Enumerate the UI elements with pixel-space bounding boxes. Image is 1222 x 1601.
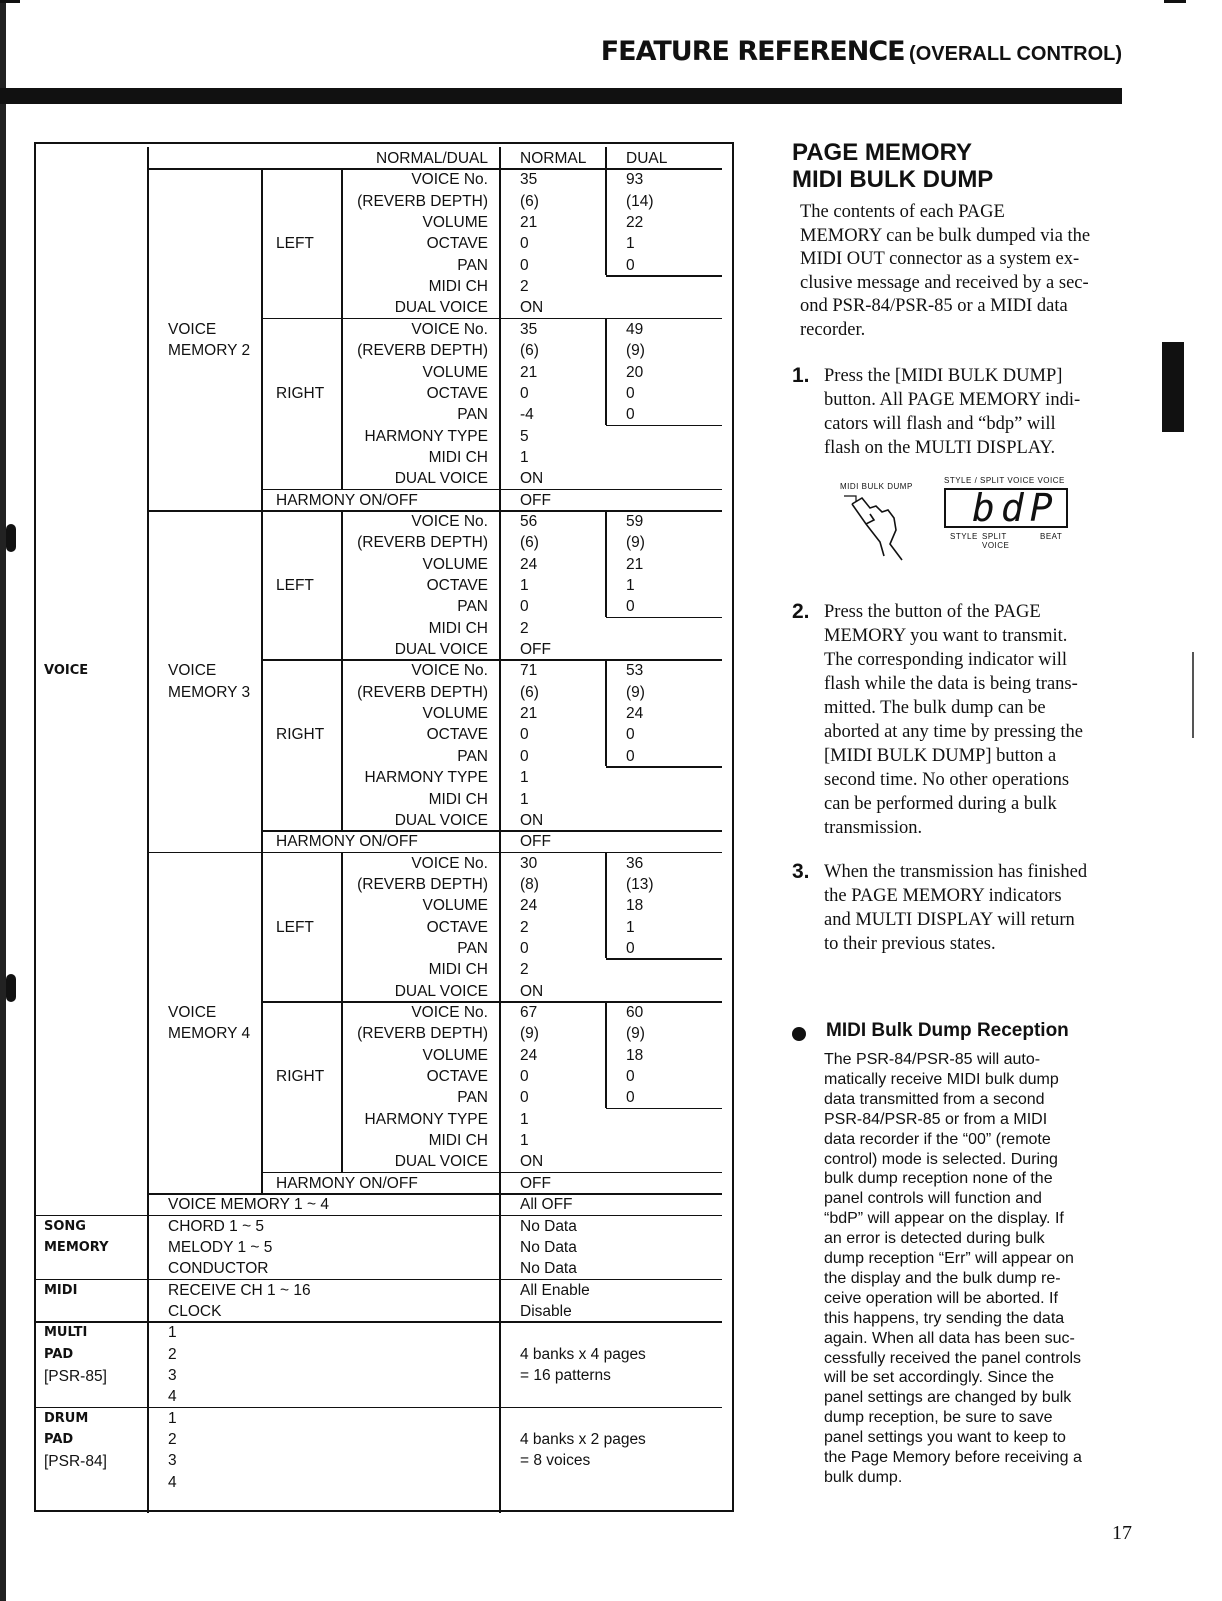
binding-hole (6, 974, 16, 1002)
pad-number: 3 (168, 1366, 177, 1384)
step2-line: can be performed during a bulk (824, 794, 1057, 814)
margin-line (1192, 652, 1194, 738)
step3-line: to their previous states. (824, 934, 996, 954)
display-bottom-split: SPLIT VOICE (982, 532, 1010, 550)
param-label: (REVERB DEPTH) (357, 534, 488, 552)
harmony-top (262, 1172, 722, 1174)
dual-value: 0 (626, 598, 635, 616)
display-top-label: STYLE / SPLIT VOICE VOICE (944, 476, 1065, 485)
normal-value: 24 (520, 897, 538, 915)
step-2-number: 2. (792, 600, 810, 623)
dual-value: 60 (626, 1004, 644, 1021)
normal-value: ON (520, 470, 544, 488)
step2-line: transmission. (824, 818, 923, 838)
header-normal: NORMAL (520, 150, 587, 167)
category-midi: MIDI (44, 1282, 78, 1298)
param-label: MIDI CH (428, 790, 488, 808)
param-label: HARMONY TYPE (364, 1110, 488, 1128)
memory-name: MEMORY 2 (168, 342, 251, 360)
reception-line: data recorder if the “00” (remote (824, 1130, 1051, 1148)
reception-line: panel settings you want to keep to (824, 1429, 1066, 1447)
param-label: VOLUME (422, 897, 488, 915)
normal-value: 71 (520, 662, 538, 680)
param-label: (REVERB DEPTH) (357, 192, 488, 210)
harmony-label: HARMONY ON/OFF (276, 833, 418, 851)
left-right-split (262, 1001, 722, 1003)
left-label: LEFT (276, 918, 314, 936)
intro-line: clusive message and received by a sec- (800, 272, 1089, 293)
reception-line: panel controls will function and (824, 1190, 1042, 1208)
normal-value: (8) (520, 875, 539, 893)
param-label: VOLUME (422, 705, 488, 723)
normal-value: 21 (520, 214, 538, 232)
param-label: DUAL VOICE (394, 982, 488, 1000)
intro-line: MIDI OUT connector as a system ex- (800, 249, 1080, 269)
memory-name: VOICE (168, 320, 217, 338)
page-number: 17 (1112, 1522, 1132, 1544)
reception-line: panel settings are changed by bulk (824, 1389, 1072, 1407)
dual-bottom (606, 1108, 722, 1110)
normal-value: 24 (520, 555, 538, 573)
song-row-label: MELODY 1 ~ 5 (168, 1238, 273, 1256)
param-label: DUAL VOICE (394, 299, 488, 317)
multi-pad-value: = 16 patterns (520, 1366, 611, 1384)
dual-value: 53 (626, 662, 644, 680)
param-label: DUAL VOICE (394, 1153, 488, 1171)
step-3-number: 3. (792, 860, 810, 883)
header-normal-dual: NORMAL/DUAL (376, 150, 488, 167)
bullet-icon (792, 1027, 806, 1041)
dual-value: 20 (626, 363, 644, 381)
normal-value: 2 (520, 918, 529, 936)
left-right-split (262, 318, 722, 320)
dual-value: 1 (626, 918, 635, 936)
param-label: (REVERB DEPTH) (357, 342, 488, 360)
voice-memory-all-label: VOICE MEMORY 1 ~ 4 (168, 1196, 329, 1214)
reception-line: ceive operation will be aborted. If (824, 1289, 1058, 1307)
normal-value: 1 (520, 1110, 529, 1128)
param-label: OCTAVE (426, 235, 488, 253)
step-1-number: 1. (792, 364, 810, 387)
harmony-value: OFF (520, 491, 551, 509)
normal-value: 0 (520, 598, 529, 616)
category-song: MEMORY (44, 1239, 109, 1255)
param-label: DUAL VOICE (394, 470, 488, 488)
dual-bottom (606, 275, 722, 277)
param-divider (341, 510, 343, 830)
normal-value: 0 (520, 939, 529, 957)
harmony-top (262, 830, 722, 832)
step2-line: [MIDI BULK DUMP] button a (824, 746, 1057, 766)
dual-value: 18 (626, 1046, 644, 1064)
left-margin-bar (0, 0, 6, 1601)
dual-value: (13) (626, 875, 654, 893)
dual-value: 0 (626, 1089, 635, 1107)
normal-value: 1 (520, 448, 529, 466)
normal-value: 0 (520, 1089, 529, 1107)
step2-line: Press the button of the PAGE (824, 602, 1041, 622)
param-label: (REVERB DEPTH) (357, 1025, 488, 1043)
intro-line: ond PSR-84/PSR-85 or a MIDI data (800, 296, 1068, 316)
right-label: RIGHT (276, 384, 325, 402)
param-label: VOICE No. (411, 171, 488, 189)
midi-row-value: All Enable (520, 1281, 590, 1299)
reception-line: dump reception, be sure to save (824, 1409, 1053, 1427)
dual-value: 59 (626, 512, 644, 530)
value-column-divider (499, 147, 501, 1513)
normal-value: ON (520, 982, 544, 1000)
param-label: OCTAVE (426, 1068, 488, 1086)
normal-value: (6) (520, 683, 539, 701)
header-dual: DUAL (626, 150, 668, 167)
param-label: VOICE No. (411, 320, 488, 338)
page-header (601, 36, 1122, 67)
reception-line: the display and the bulk dump re- (824, 1269, 1061, 1287)
normal-value: (6) (520, 534, 539, 552)
song-row-label: CONDUCTOR (168, 1260, 269, 1278)
dual-value: 0 (626, 726, 635, 744)
pad-number: 2 (168, 1345, 177, 1363)
normal-value: 0 (520, 1068, 529, 1086)
step1-line: Press the [MIDI BULK DUMP] (824, 366, 1063, 386)
display-text: bdP (972, 486, 1059, 530)
reception-line: control) mode is selected. During (824, 1150, 1058, 1168)
normal-value: ON (520, 1153, 544, 1171)
section-divider (36, 1321, 722, 1323)
dual-value: 36 (626, 854, 644, 872)
dual-value: (9) (626, 683, 645, 701)
normal-value: 0 (520, 384, 529, 402)
dual-value: 0 (626, 1068, 635, 1086)
dual-value: 0 (626, 747, 635, 765)
normal-value: 1 (520, 790, 529, 808)
dual-bottom (606, 617, 722, 619)
reception-title: MIDI Bulk Dump Reception (826, 1020, 1069, 1041)
dual-divider (605, 852, 607, 959)
dual-value: (9) (626, 534, 645, 552)
normal-value: 21 (520, 705, 538, 723)
display-bottom-style: STYLE (950, 532, 978, 541)
pad-number: 3 (168, 1452, 177, 1470)
button-label: MIDI BULK DUMP (840, 482, 913, 491)
normal-value: 5 (520, 427, 529, 445)
param-label: PAN (457, 598, 488, 616)
left-right-divider (261, 510, 263, 852)
harmony-value: OFF (520, 833, 551, 851)
pad-number: 1 (168, 1409, 177, 1427)
param-label: OCTAVE (426, 577, 488, 594)
param-divider (341, 168, 343, 488)
param-label: PAN (457, 747, 488, 765)
param-label: MIDI CH (428, 448, 488, 466)
normal-value: 0 (520, 256, 529, 274)
normal-value: 35 (520, 171, 538, 189)
reception-line: again. When all data has been suc- (824, 1329, 1075, 1347)
category-song: SONG (44, 1218, 86, 1234)
dual-value: 0 (626, 256, 635, 274)
memory-name: MEMORY 3 (168, 683, 251, 701)
dual-divider (605, 659, 607, 766)
intro-line: The contents of each PAGE (800, 202, 1005, 222)
pad-number: 1 (168, 1324, 177, 1342)
multi-display (944, 488, 1068, 528)
normal-value: -4 (520, 406, 534, 424)
intro-line: MEMORY can be bulk dumped via the (800, 225, 1091, 246)
corner-mark-right (1164, 0, 1186, 3)
param-label: PAN (457, 406, 488, 424)
step2-line: MEMORY you want to transmit. (824, 626, 1068, 646)
drum-pad-value: 4 banks x 2 pages (520, 1431, 646, 1448)
song-row-value: No Data (520, 1217, 577, 1235)
song-row-label: CHORD 1 ~ 5 (168, 1217, 265, 1235)
step3-line: and MULTI DISPLAY will return (824, 910, 1075, 930)
normal-value: 67 (520, 1004, 538, 1021)
normal-value: ON (520, 811, 544, 829)
dual-divider (605, 318, 607, 425)
corner-mark (0, 0, 20, 3)
param-label: VOICE No. (411, 662, 488, 680)
param-label: VOLUME (422, 555, 488, 573)
dual-value: 1 (626, 577, 635, 594)
header-title: FEATURE REFERENCE (600, 36, 905, 67)
section-divider (36, 1407, 722, 1409)
hand-press-icon (840, 494, 920, 564)
binding-hole (6, 524, 16, 552)
section-title-2: MIDI BULK DUMP (792, 166, 994, 193)
memory-name: MEMORY 4 (168, 1025, 251, 1043)
normal-value: (9) (520, 1025, 539, 1043)
param-label: (REVERB DEPTH) (357, 875, 488, 893)
reception-line: data transmitted from a second (824, 1090, 1045, 1108)
harmony-label: HARMONY ON/OFF (276, 491, 418, 509)
reception-line: The PSR-84/PSR-85 will auto- (824, 1051, 1041, 1068)
category-multi-pad: MULTI (44, 1325, 88, 1341)
step2-line: second time. No other operations (824, 770, 1070, 790)
normal-value: 1 (520, 769, 529, 787)
header-dual-divider (605, 147, 607, 168)
category-drum-pad: PAD (44, 1432, 74, 1447)
dual-value: 0 (626, 406, 635, 424)
dual-divider (605, 168, 607, 275)
reception-line: the Page Memory before receiving a (824, 1449, 1082, 1466)
category-multi-pad: PAD (44, 1346, 74, 1362)
section-title-1: PAGE MEMORY (792, 139, 973, 166)
display-bottom-beat: BEAT (1040, 532, 1063, 541)
param-label: OCTAVE (426, 726, 488, 744)
dual-value: (14) (626, 192, 654, 210)
dual-bottom (606, 958, 722, 960)
section-divider (36, 1279, 722, 1281)
header-rule (0, 88, 1122, 104)
normal-value: (6) (520, 342, 539, 360)
settings-table (34, 142, 734, 1512)
normal-value: ON (520, 299, 544, 317)
right-label: RIGHT (276, 726, 325, 744)
dual-divider (605, 1001, 607, 1108)
step2-line: mitted. The bulk dump can be (824, 698, 1046, 718)
song-row-value: No Data (520, 1238, 577, 1256)
param-label: MIDI CH (428, 619, 488, 637)
dual-value: 21 (626, 555, 644, 573)
dual-value: 0 (626, 939, 635, 957)
midi-row-label: RECEIVE CH 1 ~ 16 (168, 1281, 311, 1299)
left-label: LEFT (276, 235, 314, 253)
param-label: MIDI CH (428, 1132, 488, 1150)
dual-value: 18 (626, 897, 644, 915)
normal-value: OFF (520, 641, 551, 659)
normal-value: 2 (520, 961, 529, 979)
step1-line: cators will flash and “bdp” will (824, 414, 1056, 434)
step3-line: the PAGE MEMORY indicators (824, 886, 1062, 906)
param-divider (341, 852, 343, 1172)
param-label: VOICE No. (411, 1004, 488, 1021)
memory-name: VOICE (168, 1004, 217, 1021)
pad-number: 4 (168, 1388, 177, 1406)
param-label: DUAL VOICE (394, 811, 488, 829)
normal-value: 35 (520, 320, 538, 338)
normal-value: 56 (520, 512, 538, 530)
normal-value: 0 (520, 235, 529, 253)
param-label: VOLUME (422, 214, 488, 232)
param-label: VOICE No. (411, 854, 488, 872)
song-row-value: No Data (520, 1260, 577, 1278)
reception-line: “bdP” will appear on the display. If (824, 1210, 1064, 1228)
param-label: VOLUME (422, 1046, 488, 1064)
reception-line: cessfully received the panel controls (824, 1349, 1082, 1367)
harmony-top (262, 489, 722, 491)
param-label: HARMONY TYPE (364, 427, 488, 445)
category-drum-pad: [PSR-84] (44, 1453, 107, 1471)
dual-bottom (606, 425, 722, 427)
dual-value: (9) (626, 342, 645, 360)
normal-value: 21 (520, 363, 538, 381)
normal-value: 1 (520, 577, 529, 594)
normal-value: 2 (520, 278, 529, 296)
dual-value: 0 (626, 384, 635, 402)
step1-line: flash on the MULTI DISPLAY. (824, 438, 1056, 458)
dual-value: 49 (626, 320, 644, 338)
param-label: VOLUME (422, 363, 488, 381)
pad-number: 2 (168, 1431, 177, 1448)
right-label: RIGHT (276, 1068, 325, 1086)
normal-value: 1 (520, 1132, 529, 1150)
reception-line: an error is detected during bulk (824, 1230, 1045, 1248)
category-drum-pad: DRUM (44, 1410, 89, 1426)
midi-row-label: CLOCK (168, 1302, 222, 1320)
harmony-value: OFF (520, 1174, 551, 1192)
header-subtitle: (OVERALL CONTROL) (909, 43, 1122, 65)
param-label: DUAL VOICE (394, 641, 488, 659)
param-label: MIDI CH (428, 961, 488, 979)
dual-value: 22 (626, 214, 644, 232)
intro-line: recorder. (800, 319, 866, 340)
left-right-split (262, 659, 722, 661)
voice-memory-all-value: All OFF (520, 1196, 573, 1214)
left-right-divider (261, 852, 263, 1194)
step2-line: flash while the data is being trans- (824, 674, 1078, 694)
dual-value: 93 (626, 171, 644, 189)
step1-line: button. All PAGE MEMORY indi- (824, 390, 1081, 410)
reception-line: will be set accordingly. Since the (824, 1369, 1055, 1387)
dual-value: 24 (626, 705, 644, 723)
dual-value: 1 (626, 235, 635, 253)
section-tab-mark (1162, 342, 1184, 432)
reception-line: matically receive MIDI bulk dump (824, 1070, 1059, 1088)
param-label: (REVERB DEPTH) (357, 683, 488, 701)
param-label: OCTAVE (426, 918, 488, 936)
param-label: OCTAVE (426, 384, 488, 402)
reception-line: bulk dump. (824, 1468, 903, 1486)
dual-divider (605, 510, 607, 617)
category-multi-pad: [PSR-85] (44, 1367, 107, 1385)
left-label: LEFT (276, 577, 314, 594)
param-label: HARMONY TYPE (364, 769, 488, 787)
dual-bottom (606, 766, 722, 768)
multi-pad-value: 4 banks x 4 pages (520, 1345, 646, 1363)
param-label: PAN (457, 256, 488, 274)
section-divider (36, 1215, 722, 1217)
harmony-label: HARMONY ON/OFF (276, 1174, 418, 1192)
midi-row-value: Disable (520, 1302, 572, 1320)
step2-line: The corresponding indicator will (824, 650, 1068, 670)
normal-value: 2 (520, 619, 529, 637)
pad-number: 4 (168, 1473, 177, 1491)
normal-value: (6) (520, 192, 539, 210)
category-voice: VOICE (44, 663, 89, 679)
category-divider (147, 147, 149, 1513)
param-label: VOICE No. (411, 512, 488, 530)
param-label: PAN (457, 1089, 488, 1107)
dual-value: (9) (626, 1025, 645, 1043)
left-right-divider (261, 168, 263, 510)
normal-value: 0 (520, 726, 529, 744)
reception-line: dump reception “Err” will appear on (824, 1250, 1074, 1267)
memory-name: VOICE (168, 662, 217, 680)
step2-line: aborted at any time by pressing the (824, 722, 1083, 742)
step3-line: When the transmission has finished (824, 862, 1088, 882)
drum-pad-value: = 8 voices (520, 1452, 591, 1470)
reception-line: this happens, try sending the data (824, 1309, 1065, 1327)
normal-value: 24 (520, 1046, 538, 1064)
normal-value: 0 (520, 747, 529, 765)
normal-value: 30 (520, 854, 538, 872)
reception-line: bulk dump reception none of the (824, 1170, 1053, 1188)
param-label: PAN (457, 939, 488, 957)
reception-line: PSR-84/PSR-85 or from a MIDI (824, 1110, 1048, 1128)
param-label: MIDI CH (428, 278, 488, 296)
